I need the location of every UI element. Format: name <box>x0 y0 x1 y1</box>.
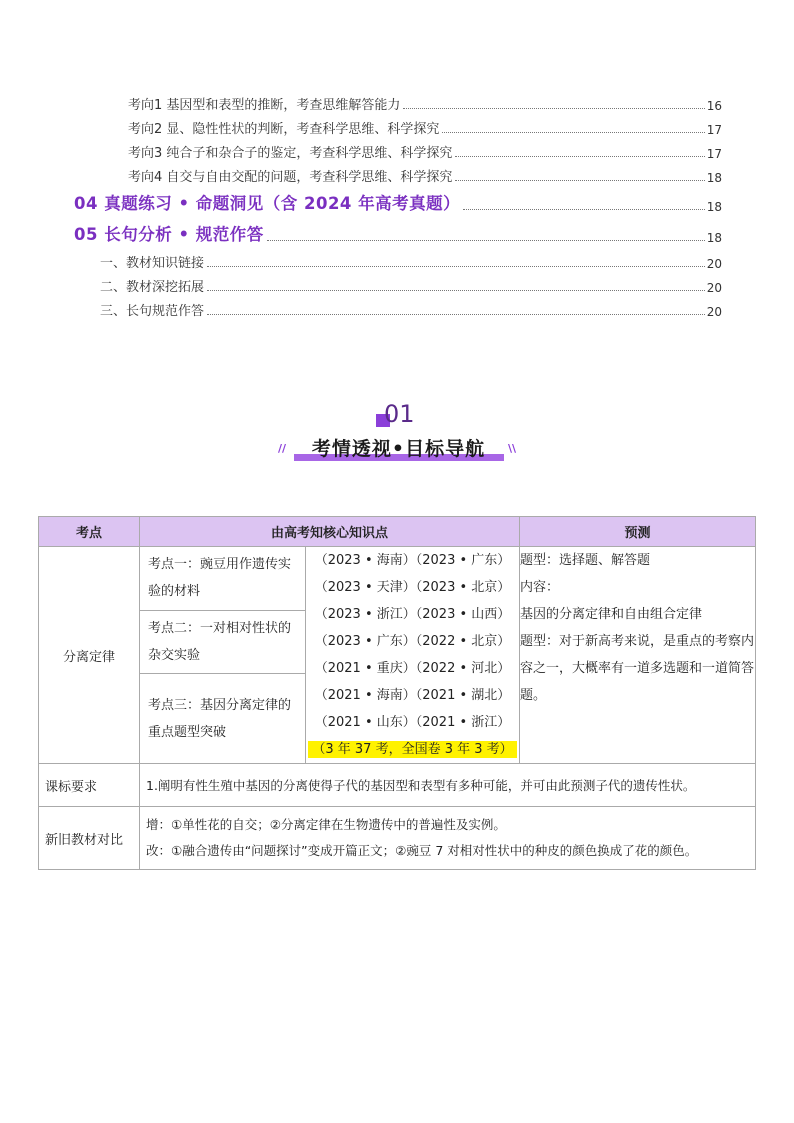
toc-leader-dots <box>207 313 705 315</box>
exam-ref: （2023 • 天津）（2023 • 北京） <box>314 580 511 595</box>
toc-leader-dots <box>455 155 704 157</box>
toc-page-number: 18 <box>706 171 722 185</box>
prediction-line: 基因的分离定律和自由组合定律 <box>520 607 703 622</box>
header-knowledge: 由高考知核心知识点 <box>140 517 520 547</box>
topic-cell: 分离定律 <box>39 547 140 764</box>
toc-leader-dots <box>455 179 704 181</box>
toc-leader-dots <box>207 289 705 291</box>
toc-item-label: 05 长句分析 • 规范作答 <box>74 225 264 244</box>
knowledge-point: 考点二：一对相对性状的杂交实验 <box>140 610 306 674</box>
exam-ref: （2023 • 广东）（2022 • 北京） <box>314 634 511 649</box>
prediction-cell <box>520 547 756 764</box>
curriculum-text: 1.阐明有性生殖中基因的分离使得子代的基因型和表型有多种可能，并可由此预测子代的遗传性状。 <box>140 764 756 807</box>
exam-ref: （2023 • 浙江）（2023 • 山西） <box>314 607 511 622</box>
left-slash-mark: // <box>278 442 287 455</box>
knowledge-point: 考点三：基因分离定律的重点题型突破 <box>140 674 306 764</box>
toc-page-number: 18 <box>706 200 722 214</box>
header-prediction: 预测 <box>520 517 756 547</box>
toc-leader-dots <box>267 239 705 241</box>
toc-page-number: 20 <box>706 305 722 319</box>
exam-ref: （2021 • 山东）（2021 • 浙江） <box>314 715 511 730</box>
table-row <box>39 547 756 611</box>
right-slash-mark: \\ <box>508 442 517 455</box>
toc-leader-dots <box>207 265 705 267</box>
compare-line: 增：①单性花的自交；②分离定律在生物遗传中的普遍性及实例。 <box>146 817 506 832</box>
toc-page-number: 20 <box>706 257 722 271</box>
exam-ref: （2023 • 海南）（2023 • 广东） <box>314 553 511 568</box>
toc-item-label: 二、教材深挖拓展 <box>100 280 205 295</box>
table-row <box>39 807 756 870</box>
compare-label: 新旧教材对比 <box>39 807 140 870</box>
exam-overview-table <box>38 516 756 870</box>
toc-item[interactable] <box>100 300 722 319</box>
table-header-row <box>39 517 756 547</box>
toc-chapter-item[interactable] <box>74 190 722 214</box>
toc-chapter-item[interactable] <box>74 221 722 245</box>
prediction-line: 内容： <box>520 580 560 595</box>
toc-item[interactable] <box>128 166 722 185</box>
toc-page-number: 20 <box>706 281 722 295</box>
prediction-line: 题型：选择题、解答题 <box>520 553 651 568</box>
toc-item[interactable] <box>128 118 722 137</box>
toc-item-label: 考向2 显、隐性性状的判断，考查科学思维、科学探究 <box>128 122 440 137</box>
section-number <box>374 400 424 430</box>
exam-ref: （2021 • 海南）（2021 • 湖北） <box>314 688 511 703</box>
toc-page-number: 18 <box>706 231 722 245</box>
toc-leader-dots <box>403 107 704 109</box>
toc-leader-dots <box>442 131 704 133</box>
toc-item-label: 考向1 基因型和表型的推断，考查思维解答能力 <box>128 98 401 113</box>
toc-item[interactable] <box>128 142 722 161</box>
toc-item[interactable] <box>128 94 722 113</box>
toc-item-label: 04 真题练习 • 命题洞见（含 2024 年高考真题） <box>74 194 461 213</box>
table-row <box>39 764 756 807</box>
curriculum-label: 课标要求 <box>39 764 140 807</box>
toc-page-number: 16 <box>706 99 722 113</box>
toc-page-number: 17 <box>706 123 722 137</box>
toc-item-label: 考向4 自交与自由交配的问题，考查科学思维、科学探究 <box>128 170 453 185</box>
toc-item-label: 三、长句规范作答 <box>100 304 205 319</box>
section-title <box>276 432 521 466</box>
header-topic: 考点 <box>39 517 140 547</box>
prediction-line: 题型：对于新高考来说，是重点的考察内容之一，大概率有一道多选题和一道简答题。 <box>520 634 755 703</box>
exam-ref-summary: （3 年 37 考，全国卷 3 年 3 考） <box>308 741 516 758</box>
exam-refs-cell <box>306 547 520 764</box>
toc-item-label: 考向3 纯合子和杂合子的鉴定，考查科学思维、科学探究 <box>128 146 453 161</box>
toc-item[interactable] <box>100 276 722 295</box>
knowledge-point: 考点一：豌豆用作遗传实验的材料 <box>140 547 306 611</box>
section-title-text: 考情透视•目标导航 <box>311 438 486 460</box>
section-number-text: 01 <box>384 400 415 428</box>
compare-line: 改：①融合遗传由“问题探讨”变成开篇正文；②豌豆 7 对相对性状中的种皮的颜色换成了花的颜色。 <box>146 843 698 858</box>
toc-item[interactable] <box>100 252 722 271</box>
exam-ref: （2021 • 重庆）（2022 • 河北） <box>314 661 511 676</box>
toc-page-number: 17 <box>706 147 722 161</box>
toc-leader-dots <box>463 208 705 210</box>
compare-cell <box>140 807 756 870</box>
toc-item-label: 一、教材知识链接 <box>100 256 205 271</box>
